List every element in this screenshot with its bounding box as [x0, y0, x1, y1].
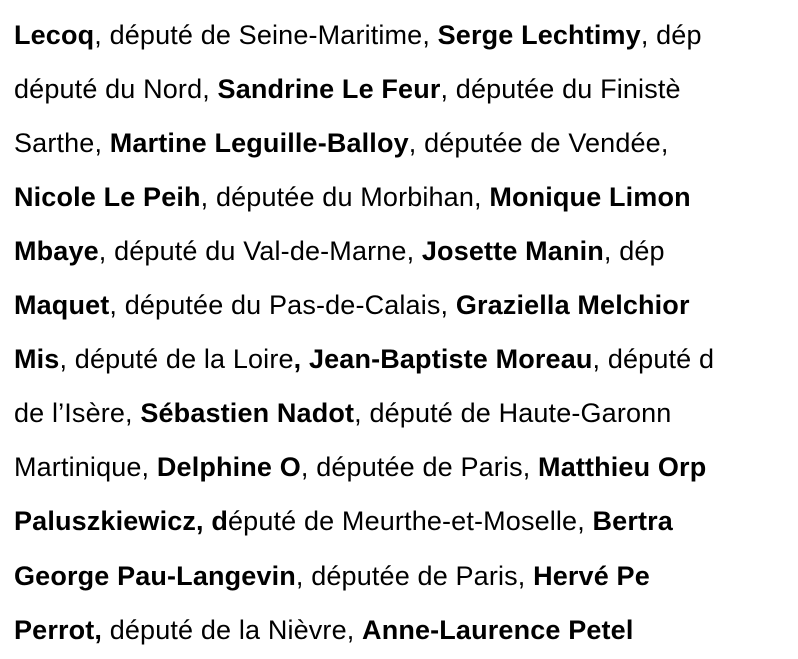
deputy-name: Maquet: [14, 290, 110, 320]
deputy-name: Delphine O: [156, 452, 301, 482]
constituency-text: , député de la Loire: [59, 344, 294, 374]
text-line: [14, 19, 702, 51]
deputy-name: Sébastien Nadot: [140, 398, 355, 428]
deputy-name: George Pau-Langevin: [14, 561, 296, 591]
text-line: [14, 505, 673, 537]
text-line: [14, 235, 665, 267]
deputy-name: Anne-Laurence Petel: [362, 615, 634, 645]
constituency-text: , députée du Pas-de-Calais,: [109, 290, 456, 320]
constituency-text: , député d: [592, 344, 715, 374]
deputy-name: Mis: [14, 344, 60, 374]
constituency-text: , députée du Morbihan,: [200, 182, 490, 212]
constituency-text: éputé de Meurthe-et-Moselle,: [227, 506, 593, 536]
deputy-name: Bertra: [592, 506, 673, 536]
constituency-text: , député de Haute-Garonn: [354, 398, 672, 428]
deputy-name: , Jean-Baptiste Moreau: [293, 344, 593, 374]
text-line: [14, 127, 669, 159]
deputy-name: Monique Limon: [489, 182, 691, 212]
text-line: [14, 560, 650, 592]
text-line: [14, 73, 681, 105]
deputy-name: Nicole Le Peih: [14, 182, 201, 212]
deputy-name: Mbaye: [14, 236, 99, 266]
text-line: [14, 397, 671, 429]
constituency-text: , dép: [603, 236, 665, 266]
constituency-text: , députée de Paris,: [300, 452, 539, 482]
constituency-text: député de la Nièvre,: [102, 615, 363, 645]
text-line: [14, 343, 714, 375]
constituency-text: de l’Isère,: [14, 398, 141, 428]
text-line: [14, 614, 633, 646]
constituency-text: , députée de Vendée,: [408, 128, 669, 158]
constituency-text: , députée du Finistè: [440, 74, 681, 104]
text-line: [14, 289, 690, 321]
text-line: [14, 451, 706, 483]
deputy-name: Hervé Pe: [533, 561, 650, 591]
deputy-name: Josette Manin: [421, 236, 604, 266]
constituency-text: , député du Val-de-Marne,: [98, 236, 422, 266]
deputy-name: Graziella Melchior: [455, 290, 690, 320]
deputy-name: Martine Leguille-Balloy: [109, 128, 409, 158]
deputy-name: Lecoq: [14, 20, 95, 50]
deputy-name: Paluszkiewicz, d: [14, 506, 228, 536]
constituency-text: , dép: [640, 20, 702, 50]
deputy-name: Sandrine Le Feur: [217, 74, 441, 104]
constituency-text: Martinique,: [14, 452, 157, 482]
constituency-text: Sarthe,: [14, 128, 110, 158]
constituency-text: député du Nord,: [14, 74, 218, 104]
constituency-text: , député de Seine-Maritime,: [94, 20, 438, 50]
constituency-text: , députée de Paris,: [295, 561, 534, 591]
deputy-name: Matthieu Orp: [538, 452, 707, 482]
text-line: [14, 181, 691, 213]
deputy-name: Serge Lechtimy: [437, 20, 641, 50]
deputy-name: Perrot,: [14, 615, 103, 645]
